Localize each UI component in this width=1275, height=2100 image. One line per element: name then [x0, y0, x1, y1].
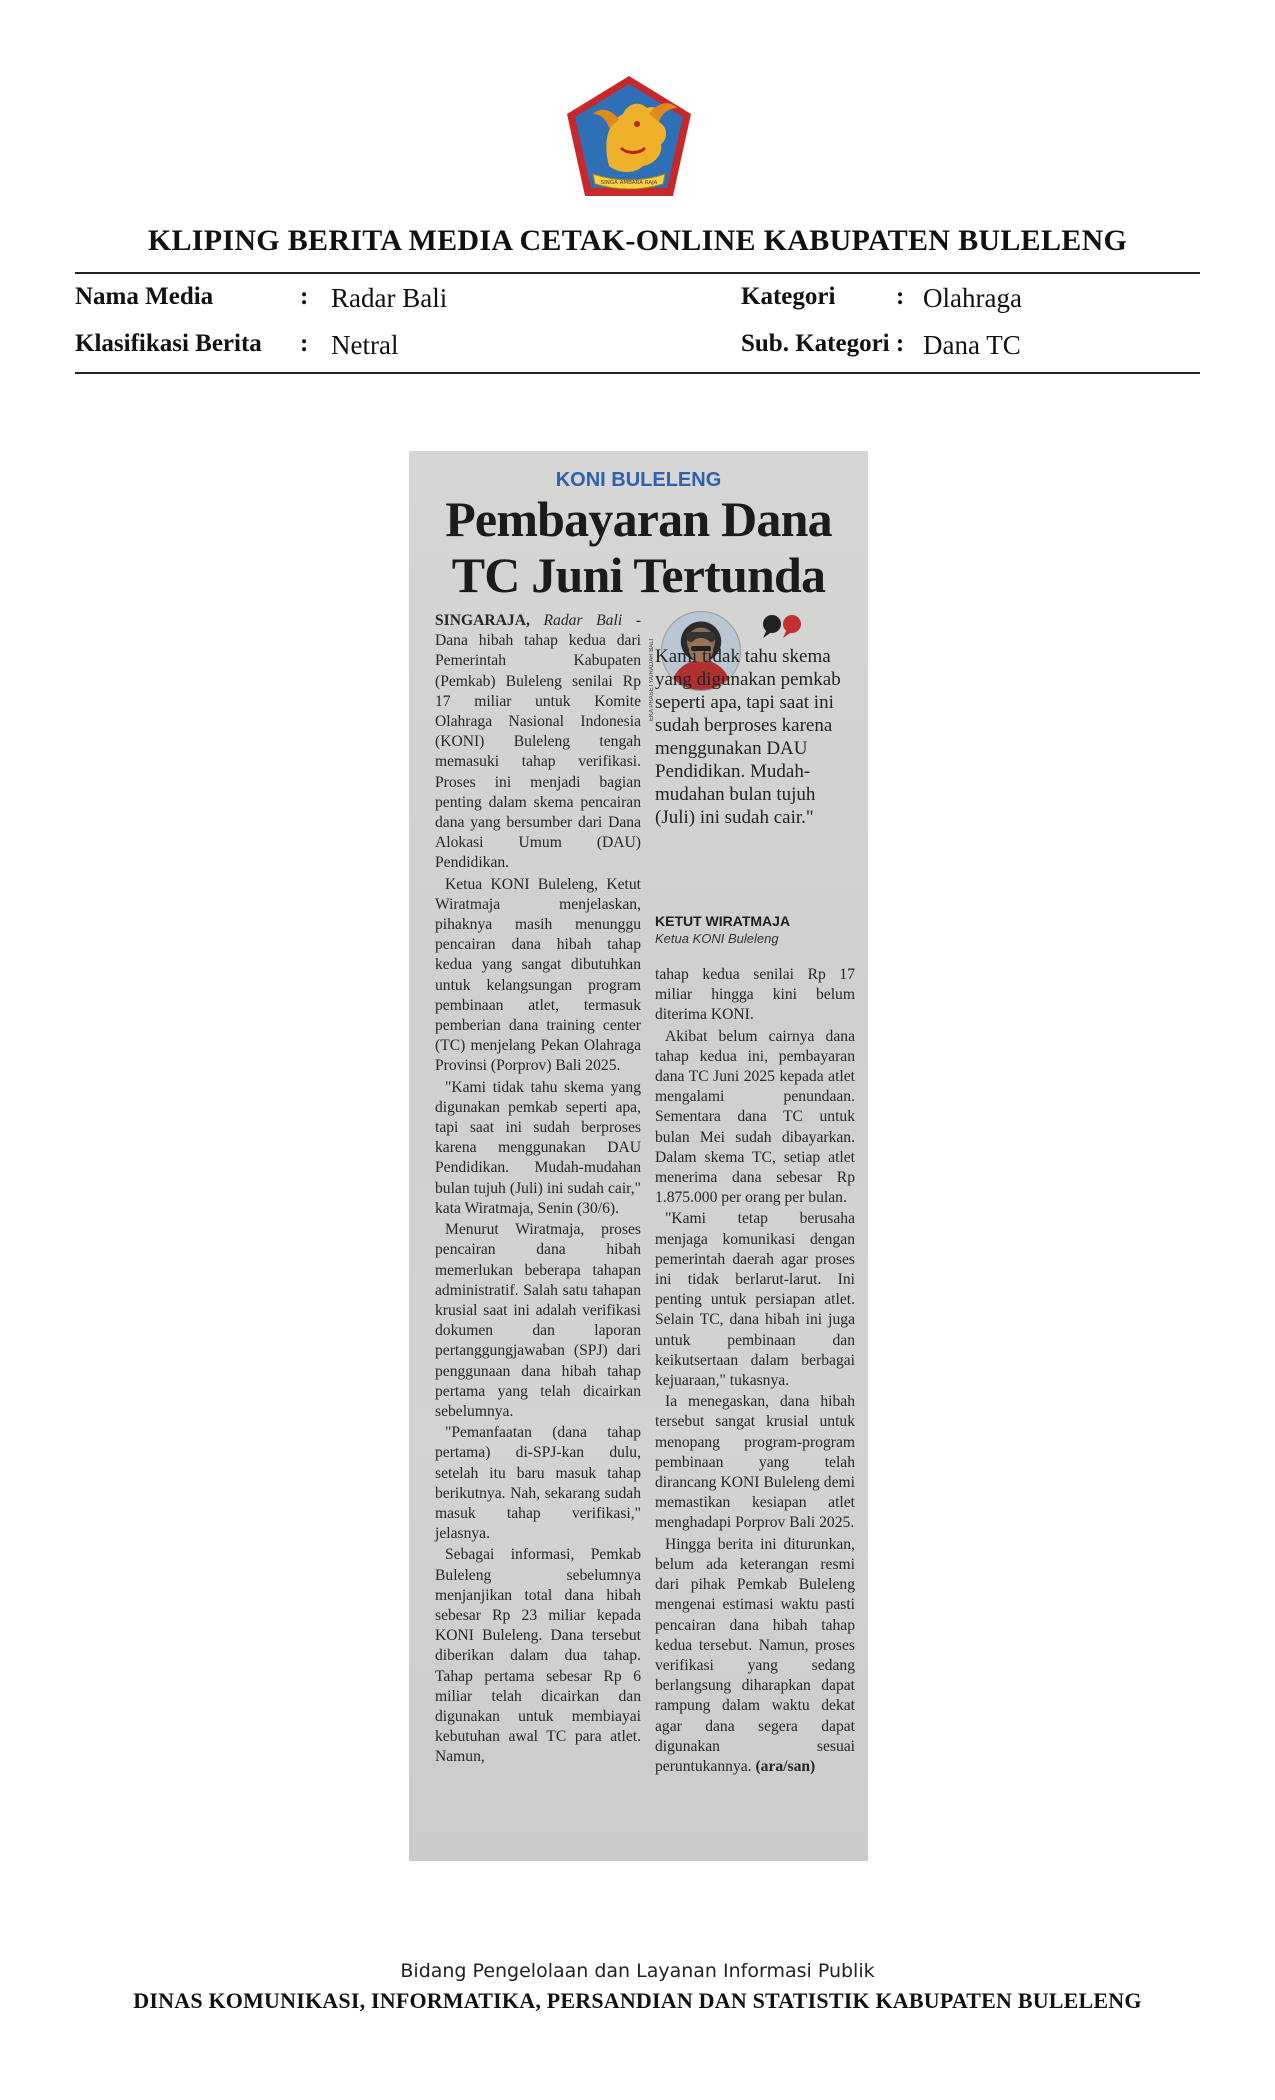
footer-department: Bidang Pengelolaan dan Layanan Informasi Publik — [400, 1960, 875, 1982]
document-title: KLIPING BERITA MEDIA CETAK-ONLINE KABUPATEN BULELENG — [147, 224, 1128, 257]
svg-text:SINGA AMBARA RAJA: SINGA AMBARA RAJA — [600, 180, 658, 186]
quote-marks-icon — [761, 613, 805, 639]
header-divider-bottom — [75, 372, 1200, 374]
footer-agency: DINAS KOMUNIKASI, INFORMATIKA, PERSANDIAN DAN STATISTIK KABUPATEN BULELENG — [133, 1988, 1142, 2013]
article-paragraph — [435, 611, 641, 874]
article-right-paragraph-5: Hingga berita ini diturunkan, belum ada keterangan resmi dari pihak Pemkab Buleleng mengenai estimasi waktu pasti pencairan dana hibah tahap kedua tersebut. Namun, proses verifikasi yang sedang berlangsung diharapkan dapat rampung dalam waktu dekat agar dana segera dapat digunakan sesuai peruntukannya. — [655, 1535, 855, 1775]
article-left-paragraph-4: Menurut Wiratmaja, proses pencairan dana hibah memerlukan beberapa tahapan administratif. Salah satu tahapan krusial saat ini adalah verifikasi dokumen dan laporan pertanggungjawaban (SPJ) dari penggunaan dana hibah tahap pertama yang telah dicairkan sebelumnya. — [435, 1221, 641, 1420]
kategori-value: Olahraga — [923, 283, 1022, 313]
article-left-paragraph-2: Ketua KONI Buleleng, Ketut Wiratmaja menjelaskan, pihaknya masih menunggu pencairan dana hibah tahap kedua yang sangat dibutuhkan untuk kelangsungan program pembinaan atlet, termasuk pemberian dana training center (TC) menjelang Pekan Olahraga Provinsi (Porprov) Bali 2025. — [435, 875, 641, 1075]
klasifikasi-value: Netral — [331, 330, 399, 360]
photo-credit: EKA PRASETYA/RADAR BALI — [649, 638, 655, 721]
headline-line-2: TC Juni Tertunda — [451, 547, 826, 603]
pull-quote-name: KETUT WIRATMAJA — [655, 913, 791, 929]
article-right-paragraph-4: Ia menegaskan, dana hibah tersebut sangat krusial untuk menopang program-program pembinaan yang telah dirancang KONI Buleleng demi memastikan kesiapan atlet menghadapi Porprov Bali 2025. — [655, 1393, 855, 1532]
article-kicker: KONI BULELENG — [555, 469, 722, 491]
article-right-column — [655, 965, 855, 1778]
article-left-paragraph-5: "Pemanfaatan (dana tahap pertama) di-SPJ-kan dulu, setelah itu baru masuk tahap berikutnya. Nah, sekarang sudah masuk tahap verifikasi," jelasnya. — [435, 1424, 641, 1543]
klasifikasi-colon: : — [300, 330, 309, 357]
article-byline: (ara/san) — [755, 1757, 816, 1775]
article-right-paragraph-3: "Kami tetap berusaha menjaga komunikasi dengan pemerintah daerah agar proses ini tidak berlarut-larut. Ini penting untuk persiapan atlet. Selain TC, dana hibah ini juga untuk pembinaan dan keikutsertaan dalam berbagai kejuaraan," tukasnya. — [655, 1210, 855, 1390]
article-left-paragraph-3: "Kami tidak tahu skema yang digunakan pemkab seperti apa, tapi saat ini sudah berproses karena menggunakan DAU Pendidikan. Mudah-mudahan bulan tujuh (Juli) ini sudah cair," kata Wiratmaja, Senin (30/6). — [435, 1078, 641, 1217]
buleleng-emblem-logo — [563, 74, 695, 200]
kategori-colon: : — [896, 283, 905, 310]
article-right-paragraph-2: Akibat belum cairnya dana tahap kedua ini, pembayaran dana TC Juni 2025 kepada atlet mengalami penundaan. Sementara dana TC untuk bulan Mei sudah dibayarkan. Dalam skema TC, setiap atlet menerima dana sebesar Rp 1.875.000 per orang per bulan. — [655, 1027, 855, 1207]
article-source: Radar Bali — [543, 612, 623, 629]
article-right-paragraph-1: tahap kedua senilai Rp 17 miliar hingga kini belum diterima KONI. — [655, 966, 855, 1024]
kategori-label: Kategori — [741, 283, 836, 310]
headline-line-1: Pembayaran Dana — [445, 491, 832, 547]
header-divider-top — [75, 272, 1200, 274]
pull-quote: Kami tidak tahu skema yang digunakan pemkab seperti apa, tapi saat ini sudah berproses karena menggunakan DAU Pendidikan. Mudah-mudahan bulan tujuh (Juli) ini sudah cair." — [655, 646, 841, 828]
article-dateline: SINGARAJA, — [435, 612, 530, 629]
sub-kategori-label: Sub. Kategori : — [741, 330, 905, 357]
news-clipping — [409, 451, 868, 1861]
pull-quote-role: Ketua KONI Buleleng — [655, 931, 779, 946]
article-headline — [409, 491, 868, 603]
nama-media-label: Nama Media — [75, 283, 214, 310]
nama-media-value: Radar Bali — [331, 283, 448, 313]
article-left-paragraph-6: Sebagai informasi, Pemkab Buleleng sebelumnya menjanjikan total dana hibah sebesar Rp 23 miliar kepada KONI Buleleng. Dana tersebut diberikan dalam dua tahap. Tahap pertama sebesar Rp 6 miliar telah dicairkan dan digunakan untuk membiayai kebutuhan awal TC para atlet. Namun, — [435, 1546, 641, 1766]
nama-media-colon: : — [300, 283, 309, 310]
article-left-paragraph-1: - Dana hibah tahap kedua dari Pemerintah Kabupaten (Pemkab) Buleleng senilai Rp 17 miliar untuk Komite Olahraga Nasional Indonesia (KONI) Buleleng tengah memasuki tahap verifikasi. Proses ini menjadi bagian penting dalam skema pencairan dana yang bersumber dari Dana Alokasi Umum (DAU) Pendidikan. — [435, 612, 642, 872]
article-left-column — [435, 611, 641, 1769]
article-paragraph — [655, 1535, 855, 1777]
sub-kategori-value: Dana TC — [923, 330, 1021, 360]
klasifikasi-label: Klasifikasi Berita — [75, 330, 262, 357]
emblem-icon — [563, 74, 695, 200]
